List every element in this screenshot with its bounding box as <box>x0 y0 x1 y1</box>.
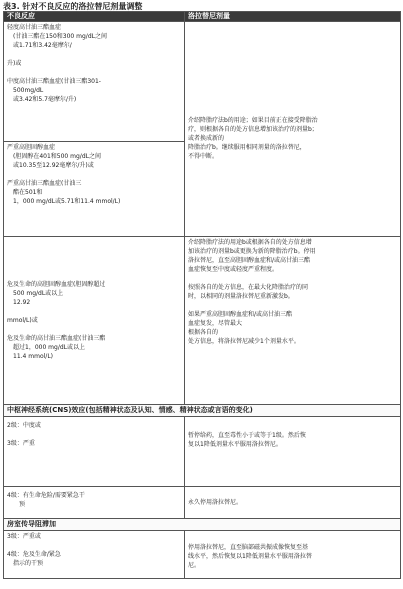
dose-cell <box>185 22 401 237</box>
cell-line: 严重高甘油三酯血症(甘油三 <box>7 180 82 187</box>
cell-line: 永久停用洛拉替尼。 <box>188 499 243 506</box>
cell-line: 2级：中度或 <box>7 422 41 429</box>
cell-line: 洛拉替尼，直至高胆固醇血症和/或高甘油三酯 <box>188 257 311 264</box>
table-caption: 表3. 针对不良反应的洛拉替尼剂量调整 <box>3 2 143 11</box>
cell-line: 介绍降脂疗法b的用途；如果目前正在接受降脂治 <box>188 117 318 124</box>
cell-line: mmol/L)或 <box>7 317 38 324</box>
dose-cell <box>185 417 401 487</box>
cell-line: 尼。 <box>188 562 201 569</box>
cell-line: 严重高胆固醇血症 <box>7 144 56 151</box>
dose-cell <box>185 531 401 579</box>
dose-adjustment-table <box>3 11 401 579</box>
reaction-cell <box>4 237 185 405</box>
cell-line: 或1.71和3.42毫摩尔/ <box>13 42 72 49</box>
dose-cell <box>185 237 401 405</box>
cell-line: 3级：严重 <box>7 440 35 447</box>
reaction-cell <box>4 142 185 237</box>
reaction-cell <box>4 417 185 487</box>
cell-line: 4级：有生命危险/需要紧急干 <box>7 492 85 499</box>
cell-line: 3级：严重或 <box>7 533 41 540</box>
section-row <box>4 405 401 417</box>
cell-line: 血症复发，尽管最大 <box>188 320 243 327</box>
cell-line: 中度高甘油三酯血症(甘油三酯301- <box>7 78 101 85</box>
cell-line: 复以1降低剂量水平服用洛拉替尼。 <box>188 441 282 448</box>
table-row <box>4 22 401 142</box>
cell-line: 不得中断。 <box>188 153 219 160</box>
cell-line: 或3.42和5.7毫摩尔/升) <box>13 96 77 103</box>
dose-cell <box>185 487 401 519</box>
section-av-block-heading: 房室传导阻滞加 <box>4 519 401 531</box>
cell-line: 11.4 mmol/L) <box>13 353 53 360</box>
cell-line: 500 mg/dL或以上 <box>13 290 64 297</box>
cell-line: 加该治疗的剂量b或更换为新的降脂治疗b。停用 <box>188 248 316 255</box>
cell-line: 暂停给药，直至毒性小于或等于1级。然后恢 <box>188 432 306 439</box>
cell-line: 根据各自的 <box>188 329 219 336</box>
section-row <box>4 519 401 531</box>
cell-line: 酯在501和 <box>13 189 43 196</box>
cell-line: 停用洛拉替尼，直至脑部磁共振成像恢复至基 <box>188 544 309 551</box>
cell-line: 处方信息，将洛拉替尼减少1个剂量水平。 <box>188 338 300 345</box>
reaction-cell <box>4 531 185 579</box>
cell-line: 指示的干预 <box>13 560 44 567</box>
table-row <box>4 531 401 579</box>
cell-line: 时，以相同的剂量洛拉替尼重新激发b。 <box>188 293 294 300</box>
cell-line: 或者换成新的 <box>188 135 225 142</box>
cell-line: 降脂治疗b。继续服用相同剂量的洛拉替尼， <box>188 144 306 151</box>
header-lorlatinib-dose: 洛拉替尼剂量 <box>185 12 401 22</box>
cell-line: 1，000 mg/dL或5.71和11.4 mmol/L) <box>13 198 121 205</box>
cell-line: 线水平，然后恢复以1降低剂量水平服用洛拉替 <box>188 553 312 560</box>
table-header-row <box>4 12 401 22</box>
cell-line: 500mg/dL <box>13 87 44 94</box>
cell-line: 轻度高甘油三酯血症 <box>7 24 62 31</box>
table-row <box>4 487 401 519</box>
cell-line: 如果严重高胆固醇血症和/或高甘油三酯 <box>188 311 293 318</box>
cell-line: (胆固醇在401和500 mg/dL之间 <box>13 153 101 160</box>
cell-line: 预 <box>19 501 26 508</box>
header-adverse-reaction: 不良反应 <box>4 12 185 22</box>
cell-line: (甘油三酯在150和300 mg/dL之间 <box>13 33 107 40</box>
table-row <box>4 417 401 487</box>
cell-line: 升)或 <box>7 60 22 67</box>
cell-line: 超过1，000 mg/dL或以上 <box>13 344 86 351</box>
cell-line: 12.92 <box>13 299 31 306</box>
cell-line: 危及生命的高胆固醇血症(胆固醇超过 <box>7 281 106 288</box>
cell-line: 血症恢复至中度或轻度严重程度。 <box>188 266 279 273</box>
cell-line: 按照各自的处方信息，在最大化降脂治疗的同 <box>188 284 309 291</box>
cell-line: 介绍降脂疗法的用途b或根据各自的处方信息增 <box>188 239 312 246</box>
cell-line: 疗，则根据各自的处方信息增加该治疗的剂量b； <box>188 126 318 133</box>
cell-line: 或10.35至12.92毫摩尔/升)或 <box>13 162 94 169</box>
table-row <box>4 237 401 405</box>
cell-line: 4级：危及生命/紧急 <box>7 551 61 558</box>
section-cns-heading: 中枢神经系统(CNS)效应(包括精神状态及认知、情感、精神状态或言语的变化) <box>4 405 401 417</box>
reaction-cell <box>4 487 185 519</box>
reaction-cell <box>4 22 185 142</box>
cell-line: 危及生命的高甘油三酯血症(甘油三酯 <box>7 335 106 342</box>
